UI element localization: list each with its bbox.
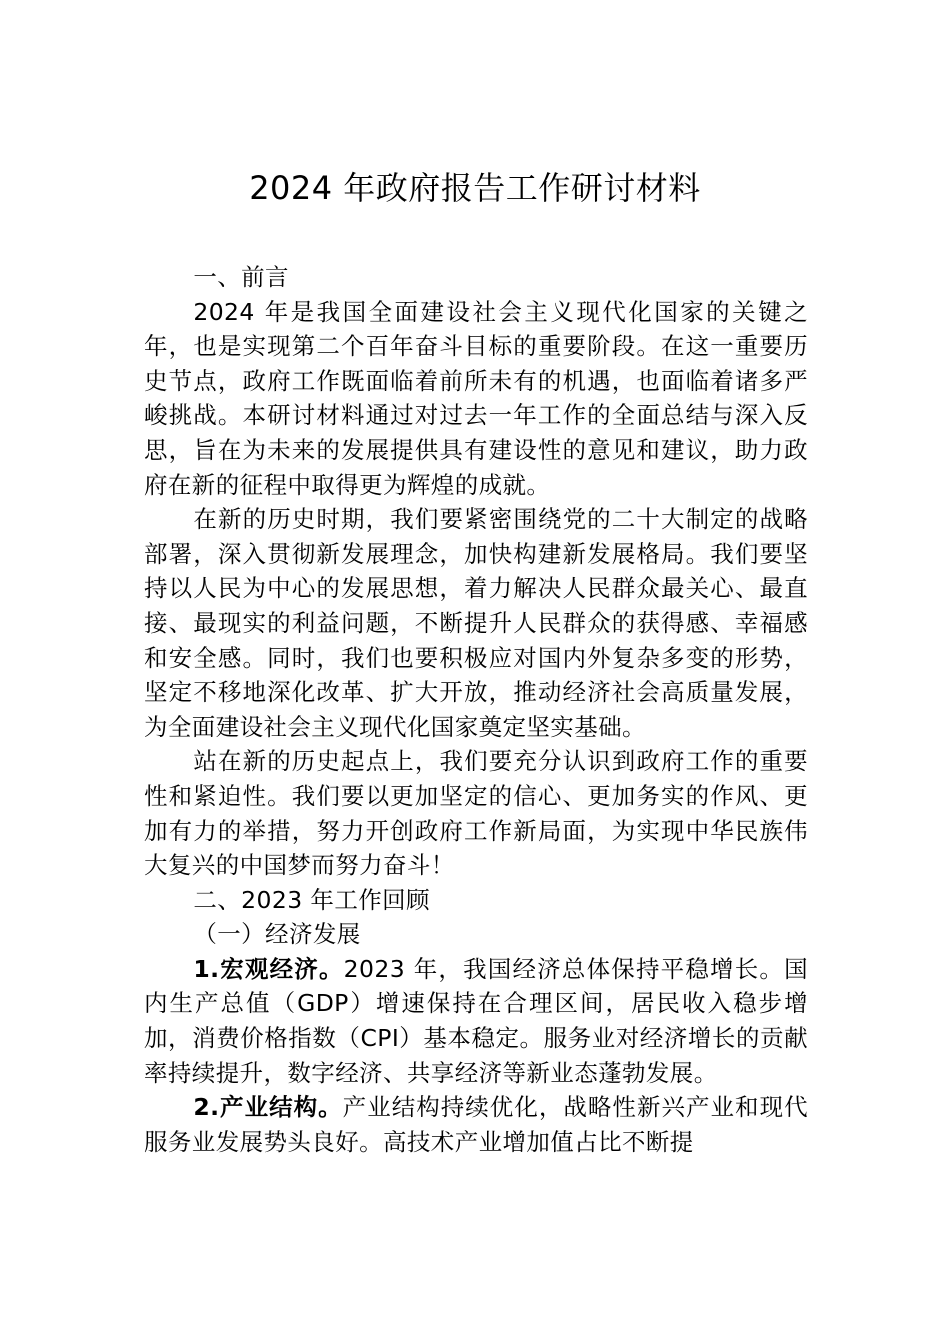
paragraph-text: 2023 年，我国经济总体保持平稳增长。国内生产总值（GDP）增速保持在合理区间，居民收入稳步增加，消费价格指数（CPI）基本稳定。服务业对经济增长的贡献率持续提升，数字经济、共享经济等新业态蓬勃发展。 xyxy=(144,954,808,1087)
paragraph: 2024 年是我国全面建设社会主义现代化国家的关键之年，也是实现第二个百年奋斗目标的重要阶段。在这一重要历史节点，政府工作既面临着前所未有的机遇，也面临着诸多严峻挑战。本研讨材料通过对过去一年工作的全面总结与深入反思，旨在为未来的发展提供具有建设性的意见和建议，助力政府在新的征程中取得更为辉煌的成就。 xyxy=(144,297,808,499)
paragraph-lead: 1.宏观经济。 xyxy=(193,954,344,983)
paragraph-lead: 2.产业结构。 xyxy=(193,1093,343,1122)
paragraph-macro-economy xyxy=(144,952,808,1090)
subsection-heading-economy: （一）经济发展 xyxy=(193,920,361,949)
paragraph: 在新的历史时期，我们要紧密围绕党的二十大制定的战略部署，深入贯彻新发展理念，加快构建新发展格局。我们要坚持以人民为中心的发展思想，着力解决人民群众最关心、最直接、最现实的利益问题，不断提升人民群众的获得感、幸福感和安全感。同时，我们也要积极应对国内外复杂多变的形势，坚定不移地深化改革、扩大开放，推动经济社会高质量发展，为全面建设社会主义现代化国家奠定坚实基础。 xyxy=(144,505,808,741)
paragraph-industry-structure xyxy=(144,1090,808,1159)
paragraph: 站在新的历史起点上，我们要充分认识到政府工作的重要性和紧迫性。我们要以更加坚定的信心、更加务实的作风、更加有力的举措，努力开创政府工作新局面，为实现中华民族伟大复兴的中国梦而努力奋斗！ xyxy=(144,747,808,880)
document-body xyxy=(144,260,808,1159)
section-heading-review: 二、2023 年工作回顾 xyxy=(193,885,430,914)
document-title: 2024 年政府报告工作研讨材料 xyxy=(249,169,701,207)
section-heading-preface: 一、前言 xyxy=(193,263,289,291)
paragraph-text: 产业结构持续优化，战略性新兴产业和现代服务业发展势头良好。高技术产业增加值占比不断提 xyxy=(144,1093,808,1156)
